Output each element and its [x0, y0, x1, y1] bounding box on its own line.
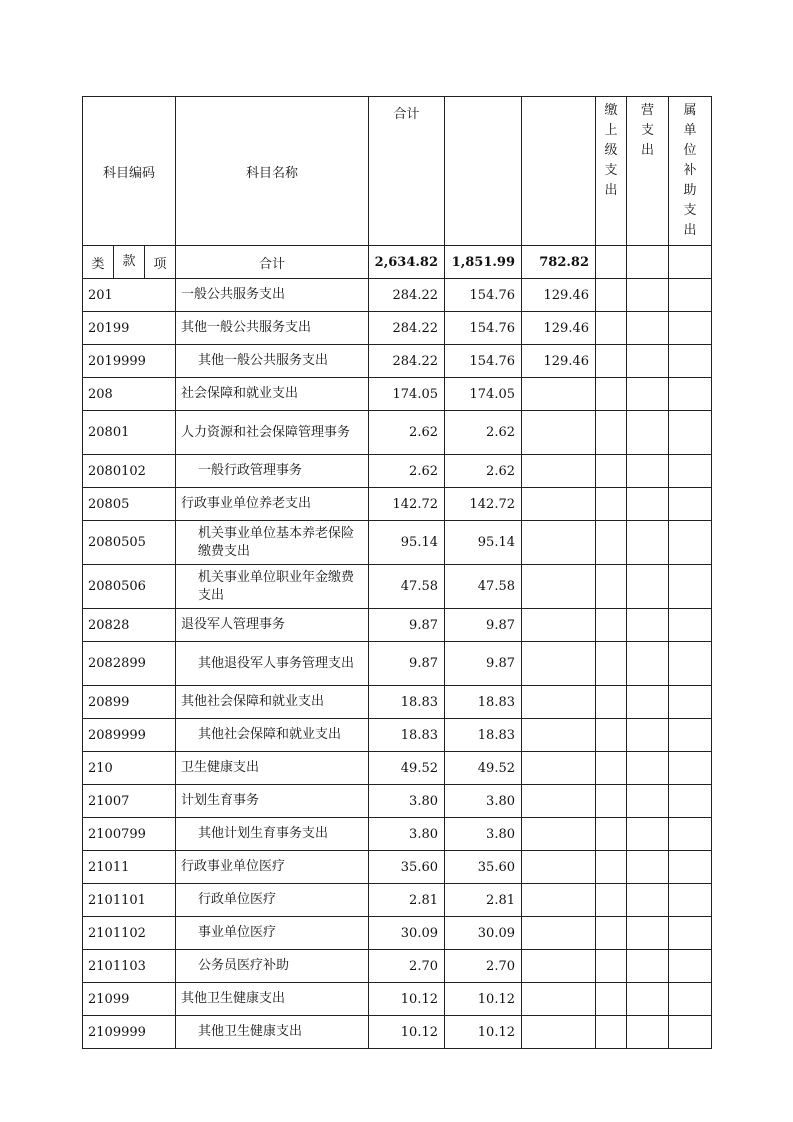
row-empty-cell — [627, 521, 669, 565]
row-empty-cell — [596, 719, 627, 752]
table-row — [83, 752, 712, 785]
budget-table — [82, 96, 712, 1049]
table-row — [83, 983, 712, 1016]
row-name: 其他计划生育事务支出 — [176, 818, 369, 851]
table-row — [83, 455, 712, 488]
row-name: 其他一般公共服务支出 — [176, 312, 369, 345]
row-empty-cell — [669, 279, 712, 312]
row-code: 20801 — [83, 411, 176, 455]
row-basic: 49.52 — [445, 752, 522, 785]
row-project — [522, 983, 596, 1016]
row-basic: 9.87 — [445, 642, 522, 686]
row-project — [522, 917, 596, 950]
row-total: 18.83 — [369, 686, 445, 719]
sub-header-lei: 类 — [91, 256, 105, 272]
row-basic: 35.60 — [445, 851, 522, 884]
row-empty-cell — [669, 521, 712, 565]
sub-header-xiang: 项 — [153, 256, 167, 272]
row-basic: 18.83 — [445, 719, 522, 752]
table-row — [83, 345, 712, 378]
row-total: 10.12 — [369, 1016, 445, 1049]
row-name: 行政事业单位养老支出 — [176, 488, 369, 521]
table-row — [83, 917, 712, 950]
total-row-label: 合计 — [176, 246, 369, 279]
row-code: 2100799 — [83, 818, 176, 851]
row-empty-cell — [669, 851, 712, 884]
row-project — [522, 565, 596, 609]
row-code: 210 — [83, 752, 176, 785]
row-basic: 18.83 — [445, 686, 522, 719]
row-total: 284.22 — [369, 312, 445, 345]
row-code: 21011 — [83, 851, 176, 884]
row-total: 174.05 — [369, 378, 445, 411]
row-basic: 2.70 — [445, 950, 522, 983]
row-name: 退役军人管理事务 — [176, 609, 369, 642]
row-name: 一般行政管理事务 — [176, 455, 369, 488]
row-empty-cell — [627, 1016, 669, 1049]
row-project — [522, 884, 596, 917]
row-basic: 154.76 — [445, 345, 522, 378]
row-empty-cell — [596, 851, 627, 884]
row-project — [522, 1016, 596, 1049]
row-name: 卫生健康支出 — [176, 752, 369, 785]
row-basic: 10.12 — [445, 1016, 522, 1049]
total-header: 合计 — [369, 97, 445, 246]
row-project — [522, 455, 596, 488]
row-empty-cell — [627, 455, 669, 488]
shangjiao-header: 缴上级支出 — [596, 97, 627, 246]
table-row — [83, 785, 712, 818]
total-row-empty-cell — [627, 246, 669, 279]
row-project — [522, 785, 596, 818]
row-code: 20899 — [83, 686, 176, 719]
table-row — [83, 851, 712, 884]
row-basic: 47.58 — [445, 565, 522, 609]
row-basic: 2.62 — [445, 411, 522, 455]
row-project — [522, 488, 596, 521]
row-empty-cell — [627, 785, 669, 818]
row-name: 其他一般公共服务支出 — [176, 345, 369, 378]
table-row — [83, 642, 712, 686]
row-empty-cell — [596, 983, 627, 1016]
row-basic: 2.81 — [445, 884, 522, 917]
row-project — [522, 411, 596, 455]
row-code: 208 — [83, 378, 176, 411]
row-empty-cell — [596, 1016, 627, 1049]
row-basic: 30.09 — [445, 917, 522, 950]
table-row — [83, 565, 712, 609]
row-total: 3.80 — [369, 818, 445, 851]
row-empty-cell — [669, 917, 712, 950]
table-row — [83, 521, 712, 565]
row-empty-cell — [669, 719, 712, 752]
row-name: 行政事业单位医疗 — [176, 851, 369, 884]
row-project — [522, 818, 596, 851]
row-empty-cell — [627, 565, 669, 609]
row-code: 20828 — [83, 609, 176, 642]
row-empty-cell — [669, 686, 712, 719]
row-basic: 154.76 — [445, 279, 522, 312]
total-row-basic: 1,851.99 — [445, 246, 522, 279]
row-code: 201 — [83, 279, 176, 312]
row-name: 公务员医疗补助 — [176, 950, 369, 983]
row-empty-cell — [627, 642, 669, 686]
total-row-total: 2,634.82 — [369, 246, 445, 279]
row-project — [522, 950, 596, 983]
total-row-empty-cell — [669, 246, 712, 279]
row-basic: 3.80 — [445, 818, 522, 851]
row-empty-cell — [627, 378, 669, 411]
row-basic: 95.14 — [445, 521, 522, 565]
row-empty-cell — [669, 950, 712, 983]
row-empty-cell — [669, 312, 712, 345]
row-empty-cell — [627, 884, 669, 917]
row-empty-cell — [627, 279, 669, 312]
row-code: 2080102 — [83, 455, 176, 488]
row-empty-cell — [669, 884, 712, 917]
row-empty-cell — [596, 488, 627, 521]
row-empty-cell — [596, 565, 627, 609]
row-project: 129.46 — [522, 345, 596, 378]
row-empty-cell — [627, 312, 669, 345]
row-empty-cell — [627, 345, 669, 378]
row-code: 2080506 — [83, 565, 176, 609]
row-total: 49.52 — [369, 752, 445, 785]
row-code: 2019999 — [83, 345, 176, 378]
row-name: 其他社会保障和就业支出 — [176, 719, 369, 752]
row-empty-cell — [669, 642, 712, 686]
row-empty-cell — [669, 378, 712, 411]
total-row — [83, 246, 712, 279]
row-project — [522, 378, 596, 411]
row-code: 2101103 — [83, 950, 176, 983]
row-empty-cell — [669, 983, 712, 1016]
row-project: 129.46 — [522, 312, 596, 345]
row-code: 2089999 — [83, 719, 176, 752]
row-project — [522, 609, 596, 642]
table-row — [83, 279, 712, 312]
table-row — [83, 884, 712, 917]
row-empty-cell — [596, 884, 627, 917]
sub-header-kuan: 款 — [113, 246, 145, 278]
row-empty-cell — [596, 752, 627, 785]
row-project — [522, 686, 596, 719]
row-total: 2.81 — [369, 884, 445, 917]
row-total: 10.12 — [369, 983, 445, 1016]
row-total: 95.14 — [369, 521, 445, 565]
row-name: 机关事业单位基本养老保险缴费支出 — [176, 521, 369, 565]
row-basic: 174.05 — [445, 378, 522, 411]
sub-header-lei-kuan-xiang — [83, 246, 176, 279]
row-empty-cell — [596, 609, 627, 642]
row-empty-cell — [596, 411, 627, 455]
row-empty-cell — [596, 345, 627, 378]
row-empty-cell — [669, 1016, 712, 1049]
row-name: 人力资源和社会保障管理事务 — [176, 411, 369, 455]
row-basic: 154.76 — [445, 312, 522, 345]
row-empty-cell — [669, 818, 712, 851]
table-row — [83, 609, 712, 642]
row-name: 计划生育事务 — [176, 785, 369, 818]
row-code: 2080505 — [83, 521, 176, 565]
total-row-project: 782.82 — [522, 246, 596, 279]
row-name: 机关事业单位职业年金缴费支出 — [176, 565, 369, 609]
row-total: 47.58 — [369, 565, 445, 609]
row-project — [522, 521, 596, 565]
project-header — [522, 97, 596, 246]
row-empty-cell — [627, 609, 669, 642]
table-row — [83, 378, 712, 411]
row-empty-cell — [669, 411, 712, 455]
row-empty-cell — [669, 455, 712, 488]
row-empty-cell — [627, 719, 669, 752]
row-empty-cell — [596, 785, 627, 818]
row-empty-cell — [596, 950, 627, 983]
row-total: 2.62 — [369, 411, 445, 455]
row-total: 2.70 — [369, 950, 445, 983]
total-row-empty-cell — [596, 246, 627, 279]
row-code: 2082899 — [83, 642, 176, 686]
row-name: 行政单位医疗 — [176, 884, 369, 917]
table-row — [83, 312, 712, 345]
header-row — [83, 97, 712, 246]
table-row — [83, 686, 712, 719]
row-empty-cell — [627, 851, 669, 884]
row-total: 9.87 — [369, 642, 445, 686]
row-total: 18.83 — [369, 719, 445, 752]
row-name: 社会保障和就业支出 — [176, 378, 369, 411]
row-empty-cell — [627, 411, 669, 455]
row-basic: 3.80 — [445, 785, 522, 818]
row-total: 35.60 — [369, 851, 445, 884]
basic-header — [445, 97, 522, 246]
row-code: 2109999 — [83, 1016, 176, 1049]
row-project: 129.46 — [522, 279, 596, 312]
row-empty-cell — [627, 686, 669, 719]
row-total: 142.72 — [369, 488, 445, 521]
row-empty-cell — [596, 521, 627, 565]
row-name: 其他社会保障和就业支出 — [176, 686, 369, 719]
row-empty-cell — [669, 565, 712, 609]
row-empty-cell — [627, 950, 669, 983]
table-row — [83, 488, 712, 521]
table-row — [83, 1016, 712, 1049]
row-total: 3.80 — [369, 785, 445, 818]
row-name: 其他退役军人事务管理支出 — [176, 642, 369, 686]
row-empty-cell — [669, 488, 712, 521]
row-empty-cell — [627, 488, 669, 521]
name-header: 科目名称 — [176, 97, 369, 246]
row-basic: 142.72 — [445, 488, 522, 521]
row-total: 284.22 — [369, 279, 445, 312]
row-empty-cell — [669, 609, 712, 642]
row-name: 其他卫生健康支出 — [176, 983, 369, 1016]
row-basic: 2.62 — [445, 455, 522, 488]
row-total: 2.62 — [369, 455, 445, 488]
row-total: 30.09 — [369, 917, 445, 950]
row-empty-cell — [669, 752, 712, 785]
row-basic: 10.12 — [445, 983, 522, 1016]
table-row — [83, 411, 712, 455]
row-name: 一般公共服务支出 — [176, 279, 369, 312]
table-row — [83, 818, 712, 851]
row-empty-cell — [596, 818, 627, 851]
row-code: 20805 — [83, 488, 176, 521]
row-empty-cell — [669, 785, 712, 818]
row-basic: 9.87 — [445, 609, 522, 642]
row-empty-cell — [596, 455, 627, 488]
row-code: 2101101 — [83, 884, 176, 917]
row-empty-cell — [596, 642, 627, 686]
row-empty-cell — [627, 917, 669, 950]
row-empty-cell — [596, 686, 627, 719]
code-header: 科目编码 — [83, 97, 176, 246]
row-empty-cell — [627, 752, 669, 785]
row-total: 284.22 — [369, 345, 445, 378]
row-code: 21007 — [83, 785, 176, 818]
row-project — [522, 719, 596, 752]
row-total: 9.87 — [369, 609, 445, 642]
row-empty-cell — [627, 983, 669, 1016]
row-project — [522, 851, 596, 884]
row-empty-cell — [627, 818, 669, 851]
row-code: 20199 — [83, 312, 176, 345]
row-empty-cell — [596, 378, 627, 411]
row-empty-cell — [596, 312, 627, 345]
table-row — [83, 719, 712, 752]
row-project — [522, 642, 596, 686]
table-row — [83, 950, 712, 983]
fushu-header: 属单位补助支出 — [669, 97, 712, 246]
row-empty-cell — [596, 279, 627, 312]
jingying-header: 营支出 — [627, 97, 669, 246]
row-project — [522, 752, 596, 785]
row-code: 2101102 — [83, 917, 176, 950]
row-name: 其他卫生健康支出 — [176, 1016, 369, 1049]
row-name: 事业单位医疗 — [176, 917, 369, 950]
row-empty-cell — [669, 345, 712, 378]
row-empty-cell — [596, 917, 627, 950]
row-code: 21099 — [83, 983, 176, 1016]
